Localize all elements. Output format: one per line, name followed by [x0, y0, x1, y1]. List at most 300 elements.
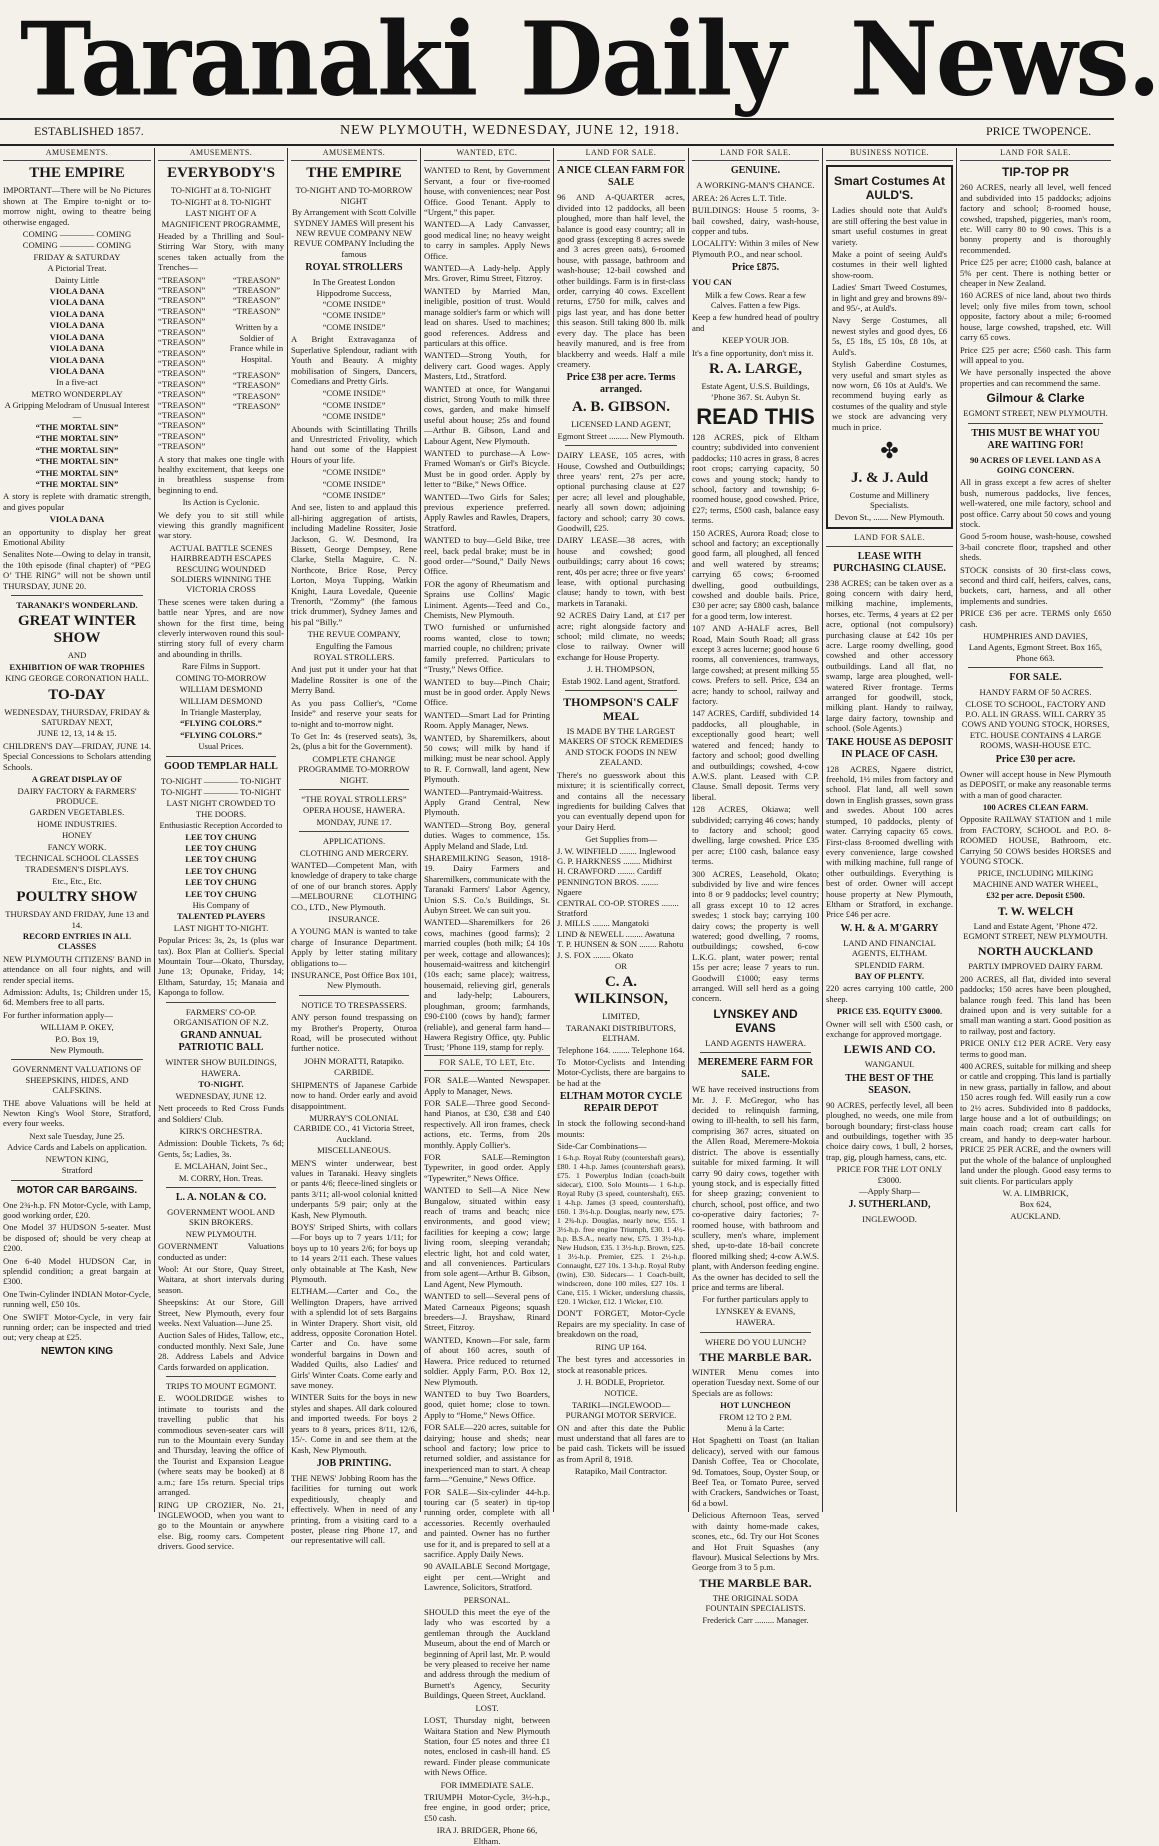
ad-line: NOTICE TO TRESPASSERS. — [301, 999, 407, 1010]
ad-text: A Bright Extravaganza of Superlative Splendour, radiant with Youth and Beauty. A mighty mobilisation of Singers, Dancers, Comedians and Pretty Girls. — [291, 334, 417, 386]
ad-text: Admission: Adults, 1s; Children under 15, 6d. Members free to all parts. — [3, 987, 151, 1008]
ad-text: BOYS' Striped Shirts, with collars—For boys up to 7 years 1/11; for boys up to 10 years 2/6; for boys up to 14 years 2/11 each. These values only obtainable at The Kash, New Plymouth. — [291, 1221, 417, 1284]
section-heading: LAND FOR SALE. — [557, 148, 685, 161]
ornament-icon: ✤ — [880, 437, 899, 463]
ad-line: LAND AND FINANCIAL AGENTS, ELTHAM. — [843, 937, 936, 959]
ad-heading: ROYAL STROLLERS — [305, 262, 403, 274]
ad-heading: Price £30 per acre. — [995, 753, 1076, 765]
ad-line: APPLICATIONS. — [322, 836, 386, 847]
ad-text: DAIRY LEASE—38 acres, with house and cowshed; good outbuildings; carry about 16 cows; rent, 40s per acre; three or five years' lease, with optional purchasing clause; handy to town, with best markets in Taranaki. — [557, 535, 685, 608]
ad-line: FARMERS' CO-OP. ORGANISATION OF N.Z. — [173, 1006, 269, 1028]
ad-line: COMPLETE CHANGE PROGRAMME TO-MORROW NIGHT. — [298, 753, 410, 785]
classified-ad: WANTED—Two Girls for Sales; previous experience preferred. Apply Rawles and Rawles, Drapers, Stratford. — [424, 491, 550, 533]
ad-text: Headed by a Thrilling and Soul-Stirring War Story, with many scenes taken actually from the Trenches— — [158, 231, 284, 273]
ad-text: The best tyres and accessories in stock at reasonable prices. — [557, 1354, 685, 1375]
ad-text: And see, listen to and applaud this all-hiring aggregation of artists, including Madeline Rossiter, Josie Jackson, G. W. Desmond, Ira Bissett, George Dempsey, Rene Clarke, Stella Maguire, C. N. Northcote, Brice Rose, Percy Lorton, Moya Tupping, Watkin Knight, Laura Lovedale, Queenie Trenorth, “Zommy” (the famous trick drummer), Sydney James and his pal “Billy.” — [291, 502, 417, 627]
ad-text: Senalites Note—Owing to delay in transit, the 10th episode (final chapter) of “PEG O’ THE RING” will not be shown until THURSDAY, JUNE 20. — [3, 549, 151, 591]
ad-line: “TREASON” — [158, 347, 206, 358]
ad-line: Devon St., ....... New Plymouth. — [834, 511, 945, 522]
ad-line: HONEY — [61, 830, 93, 841]
ad-line: Box 624, — [1019, 1199, 1052, 1210]
ad-heading: THE MARBLE BAR. — [699, 1350, 812, 1364]
classified-ad: WANTED—Smart Lad for Printing Room. Apply Manager, News. — [424, 709, 550, 731]
ad-line: Frederick Carr ......... Manager. — [702, 1614, 809, 1625]
classified-ad: WANTED—A Lady-help. Apply Mrs. Grover, Rimu Street, Fitzroy. — [424, 263, 550, 284]
ad-text: PRICE £36 per acre. TERMS only £650 cash. — [960, 608, 1111, 629]
classified-ad: WANTED to buy—Pinch Chair; must be in good order. Apply News Office. — [424, 676, 550, 708]
classified-ad: WANTED, by Sharemilkers, about 50 cows; will milk by hand if milking; must be near school. Apply to R. F. Cornwall, land agent, New Plymouth. — [424, 732, 550, 785]
ad-text: MEN'S winter underwear, best values in Taranaki. Heavy singlets or pants 4/6; fleece-lined singlets or pants 3/11; all-wool colonial knitted underpants 5/9 pair; only at the Kash, New Plymouth. — [291, 1157, 417, 1220]
ad-line: “TREASON” — [158, 357, 206, 368]
supplier-list — [557, 846, 685, 960]
ad-text: It's a fine opportunity, don't miss it. — [692, 347, 814, 358]
divider — [565, 445, 677, 446]
ad-text: One 2¾-h.p. FN Motor-Cycle, with Lamp, good working order, £20. — [3, 1199, 151, 1220]
divider — [299, 995, 409, 996]
ad-line: TARIKI—INGLEWOOD—PURANGI MOTOR SERVICE. — [565, 1399, 677, 1421]
ad-text: 147 ACRES, Cardiff, subdivided 14 paddocks, all ploughable, in exceptionally good heart; well watered and fenced; handy to factory and school; good dwelling and outbuildings; cowshed, 4-cow A.W.S. plant. Leased with C.P. Clause. Small deposit. Terms very liberal. — [692, 708, 819, 802]
ad-line: A WORKING-MAN'S CHANCE. — [696, 180, 815, 191]
ad-line: £32 per acre. Deposit £500. — [986, 890, 1085, 901]
ad-line: KEEP YOUR JOB. — [722, 335, 789, 346]
ad-text: ON and after this date the Public must understand that all fares are to be paid cash. Tickets will be issued as from April 8, 1918. — [557, 1422, 685, 1464]
ad-line: Engulfing the Famous — [315, 640, 393, 651]
divider — [299, 789, 409, 790]
ad-line: “TREASON” — [158, 409, 206, 420]
ad-line: VIOLA DANA — [49, 286, 105, 297]
column-7 — [823, 148, 956, 1512]
section-heading: WANTED, ETC. — [424, 148, 550, 161]
ad-line: LAST NIGHT TO-NIGHT. — [173, 922, 269, 933]
ad-line: WHERE DO YOU LUNCH? — [704, 1336, 807, 1347]
ad-line: COMING TO-MORROW — [175, 672, 267, 683]
ad-heading: Smart Costumes At AULD'S. — [834, 174, 945, 203]
ad-text: 300 ACRES, Leasehold, Okato; subdivided by live and wire fences into 8 or 9 paddocks; level country; all grass except 10 to 12 acres swedes; 1 stock bay; carrying 100 dairy cows; the property is well watered; good dwelling, 7 rooms, outbuildings; cowshed, 6-cow L.K.G. plant, water power; rental 15s per acre; lease 7 years to run. Goodwill £1000; easy terms arranged. Will sell herd as a going concern. — [692, 868, 819, 1004]
ad-line: “COME INSIDE” — [322, 299, 386, 310]
ad-text: Wool: At our Store, Quay Street, Waitara, at short intervals during season. — [158, 1263, 284, 1295]
ad-line: WANGANUI. — [864, 1059, 915, 1070]
supplier-item: J. S. FOX ........ Okato — [557, 949, 634, 960]
ad-text: Good 5-room house, wash-house, cowshed 3-bail concrete floor, trapshed and other sheds. — [960, 531, 1111, 563]
ad-text: All in grass except a few acres of shelter bush, numerous paddocks, live fences, well-watered, one mile factory, school and post office. Carry about 50 cows and young stock. — [960, 477, 1111, 529]
ad-line: Costume and Millinery Specialists. — [849, 489, 930, 511]
section-heading: AMUSEMENTS. — [3, 148, 151, 161]
supplier-item: CENTRAL CO-OP. STORES ........ Stratford — [557, 897, 679, 918]
treason-list-right — [229, 275, 284, 452]
ad-text: One Model 37 HUDSON 5-seater. Must be disposed of; should be very cheap at £200. — [3, 1222, 151, 1254]
ad-line: By Arrangement with Scott Colville SYDNEY JAMES Will present his NEW REVUE COMPANY NEW REVUE COMPANY Including the famous — [291, 207, 417, 259]
ad-line: “TREASON” — [158, 316, 206, 327]
ad-line: TRIPS TO MOUNT EGMONT. — [165, 1381, 277, 1392]
ad-text: A story is replete with dramatic strength, and gives popular — [3, 491, 151, 512]
ad-heading: Price £38 per acre. Terms arranged. — [566, 372, 676, 396]
divider — [700, 1052, 811, 1053]
ad-line: LEE TOY CHUNG — [185, 842, 257, 853]
column-8 — [957, 148, 1114, 1512]
divider — [565, 690, 677, 691]
dateline — [0, 118, 1114, 146]
ad-text: In stock the following second-hand mounts: — [557, 1118, 685, 1139]
ad-text: LOCALITY: Within 3 miles of New Plymouth P.O., and near school. — [692, 238, 819, 259]
ad-heading: POULTRY SHOW — [16, 889, 138, 906]
section-heading: AMUSEMENTS. — [158, 148, 284, 161]
ad-line: VIOLA DANA — [49, 308, 105, 319]
ad-text: One 6-40 Model HUDSON Car, in splendid condition; a great bargain at £300. — [3, 1255, 151, 1287]
ad-text: 128 ACRES, Ngaere district, freehold, 1½ miles from factory and school. Flat land, all well sown down in English grasses, sown grass and swedes. About 100 acres stumped, 10 paddocks, plenty of water. Carrying capacity 65 cows. First-class 8-roomed dwelling with every convenience, large cowshed with milking machine, full range of other outbuildings. Everything is best of order. Owner will accept house property at New Plymouth, Eltham or Stratford, in exchange. Price £46 per acre. — [826, 763, 953, 920]
ad-line: KIRK'S ORCHESTRA. — [179, 1125, 263, 1136]
ad-heading: THOMPSON'S CALF MEAL — [563, 695, 679, 724]
ad-line: “THE MORTAL SIN” — [35, 444, 119, 455]
ad-line: 100 ACRES CLEAN FARM. — [982, 801, 1089, 812]
divider — [11, 595, 143, 596]
ad-text: Abounds with Scintillating Thrills and Unrestricted Frivolity, which hand out some of the Happiest Hours of your life. — [291, 423, 417, 465]
ad-line: “TREASON” — [158, 441, 206, 452]
ad-line: WEDNESDAY, JUNE 12. — [175, 1090, 267, 1101]
masthead-word-taranaki: Taranaki — [20, 0, 477, 119]
ad-line: Dainty Little — [54, 274, 100, 285]
ad-heading: GRAND ANNUAL PATRIOTIC BALL — [178, 1030, 264, 1054]
ad-line: A GREAT DISPLAY OF — [31, 774, 123, 785]
classified-ad: WANTED to purchase—A Low-Framed Woman's or Girl's Bicycle. Must be in good order. Apply by letter to “Bike,” News Office. — [424, 447, 550, 490]
ad-line: “TREASON” — [158, 420, 206, 431]
ad-text: RING UP CROZIER, No. 21, INGLEWOOD, when you want to go to the Mountain or anywhere else. Big, roomy cars. Competent drivers. Good service. — [158, 1499, 284, 1552]
ad-line: RING UP 164. — [595, 1341, 647, 1352]
section-heading: BUSINESS NOTICE. — [826, 148, 953, 161]
classified-ad: FOR the agony of Rheumatism and Sprains use Collins' Magic Liniment. Agents—Teed and Co., Chemists, New Plymouth. — [424, 578, 550, 621]
ad-line: “COME INSIDE” — [322, 399, 386, 410]
ad-line: IS MADE BY THE LARGEST MAKERS OF STOCK REMEDIES AND STOCK FOODS IN NEW ZEALAND. — [558, 726, 684, 768]
ad-line: GARDEN VEGETABLES. — [29, 807, 125, 818]
ad-line: GOVERNMENT VALUATIONS OF SHEEPSKINS, HIDES, AND CALFSKINS. — [12, 1064, 142, 1096]
ad-line: “TREASON” — [232, 401, 281, 412]
ad-line: VIOLA DANA — [49, 354, 105, 365]
ad-text: 238 ACRES; can be taken over as a going concern with dairy herd, milking machine, implements, horses, etc. Terms, 4 years at £2 per acre, optional (not compulsory) purchasing clause at £42 10s per acre. Large roomy dwelling, good cowshed and other accessory outbuildings. Land all flat, no swamp, large area ploughed, well-watered River frontage. Terms arranged for goodwill, stock, milking plant. Handy to railway, large dairy factory, township and school. (Sole Agents.) — [826, 577, 953, 734]
masthead — [0, 0, 1159, 119]
divider — [166, 1187, 276, 1188]
ad-text: Owner will accept house in New Plymouth as DEPOSIT, or make any reasonable terms with a man of good character. — [960, 768, 1111, 800]
ad-heading: L. A. NOLAN & CO. — [175, 1191, 267, 1203]
ad-heading: T. W. WELCH — [997, 903, 1074, 918]
supplier-item: J. MILLS ........ Mangatoki — [557, 918, 650, 929]
supplier-item: LIND & NEWELL ........ Awatuna — [557, 928, 675, 939]
ad-line: “TREASON” — [158, 378, 206, 389]
ad-line: “COME INSIDE” — [322, 321, 386, 332]
ad-text: ELTHAM.—Carter and Co., the Wellington Drapers, have arrived with a splendid lot of sets Bargains in Winter Drapery. Short visit, old address, opposite Coronation Hotel. Carter and Co. have some wonderful bargains in Down and Wadded Quilts, also Ladies' and Girls' Winter Coats. Come early and save money. — [291, 1286, 417, 1391]
ad-line: Written by a Soldier of France while in Hospital. — [229, 322, 284, 364]
ad-text: 128 ACRES, pick of Eltham country; subdivided into convenient paddocks; 110 acres in grass, 8 acres root crops; carrying capacity, 50 cows and young stock; handy to school, factory and township; 6-roomed house, good cowshed. Price, £27; terms, £500 cash, balance easy terms. — [692, 431, 819, 526]
ad-text: 128 ACRES, Okiawa; well subdivided; carrying 46 cows; handy to factory and school; good dwelling, large cowshed. Price £35 per acre; £100 cash, balance easy terms. — [692, 804, 819, 867]
classified-ad: TRIUMPH Motor-Cycle, 3½-h.p., free engine, in good order; price, £50 cash. — [424, 1791, 550, 1823]
ad-line: LOST. — [475, 1702, 499, 1713]
ad-line: W. A. LIMBRICK, — [1002, 1187, 1069, 1198]
ad-line: LAST NIGHT OF A MAGNIFICENT PROGRAMME, — [161, 208, 281, 229]
ad-line: GOVERNMENT WOOL AND SKIN BROKERS. — [167, 1206, 275, 1228]
ad-heading: THIS MUST BE WHAT YOU ARE WAITING FOR! — [971, 427, 1100, 451]
masthead-word-news: News. — [850, 0, 1159, 119]
section-heading: LAND FOR SALE. — [960, 148, 1111, 161]
ad-line: LEE TOY CHUNG — [185, 877, 257, 888]
ad-heading: JOB PRINTING. — [316, 1457, 392, 1469]
ad-line: Etc., Etc., Etc. — [52, 875, 102, 886]
ad-line: WILLIAM DESMOND — [179, 684, 263, 695]
column-5 — [554, 148, 688, 1512]
ad-line: In a five-act — [56, 377, 98, 388]
column-4 — [421, 148, 553, 1846]
ad-text: And just put it under your hat that Madeline Rossiter is one of the Merry Band. — [291, 664, 417, 696]
section-heading: LAND FOR SALE. — [826, 533, 953, 546]
ad-text: PRICE ONLY £12 PER ACRE. Very easy terms to good man. — [960, 1038, 1111, 1059]
divider — [299, 831, 409, 832]
ad-heading: THE MARBLE BAR. — [699, 1575, 812, 1590]
ad-line: PRICE FOR THE LOT ONLY £3000. — [836, 1164, 943, 1185]
ad-line: “TREASON” — [232, 369, 281, 380]
ad-line: 90 ACRES OF LEVEL LAND AS A GOING CONCERN. — [969, 454, 1101, 475]
ad-heading: READ THIS — [696, 403, 815, 429]
ad-line: Land Agents, Egmont Street. Box 165, Phone 663. — [968, 642, 1103, 663]
ad-line: CLOSE TO SCHOOL, FACTORY AND P.O. ALL IN GRASS. WILL CARRY 35 COWS AND YOUNG STOCK, HORSES, ETC. HOUSE CONTAINS 4 LARGE ROOMS, WASH-HOUSE ETC. — [961, 698, 1110, 751]
ad-line: J. H. BODLE, Proprietor. — [577, 1376, 665, 1387]
ad-line: COMING ———— COMING — [22, 240, 132, 251]
ad-line: “COME INSIDE” — [322, 310, 386, 321]
ad-text: 96 AND A-QUARTER acres, divided into 12 paddocks, all been ploughed, more than half level, the balance is good easy country; all in good grass (excepting 8 acres swede and 3 acres green oats), 6-roomed house, with passage, bathroom and wash-house; 12-bail cowshed and other buildings. Farm is in first-class order, carrying 40 cows. Excellent returns, £750 for milk, calves and pigs last year, and has done better this season. Still taking 800 lb. milk every day. The place has been heavily manured, and is free from blackberry and weeds. Half a mile creamery. — [557, 192, 685, 369]
classified-ad: WANTED by Married Man, ineligible, position of trust. Would manage soldier's farm or which will lead on shares. Used to machines; good references. Address and particulars at this office. — [424, 285, 550, 348]
supplier-item: PENNINGTON BROS. ........ Ngaere — [557, 876, 659, 898]
ad-line: TO-NIGHT at 8. TO-NIGHT — [170, 185, 272, 196]
ad-line: FRIDAY & SATURDAY — [33, 251, 121, 262]
ad-line: Its Action is Cyclonic. — [182, 497, 260, 508]
ad-text: STOCK consists of 30 first-class cows, second and third calf, heifers, calves, cans, buckets, cart, harness, and all other implements and sundries. — [960, 564, 1111, 606]
ad-line: “THE MORTAL SIN” — [35, 421, 119, 432]
ad-text: E. WOOLDRIDGE wishes to intimate to tourists and the travelling public that his commodious seven-seater cars will run to the Mountain every Sunday and Thursday, leaving the office of the Tourist and Expansion League (where seats may be booked) at 8 a.m.; fare 15s return. Special trips arranged. — [158, 1393, 284, 1498]
ad-line: M. CORRY, Hon. Treas. — [178, 1172, 264, 1183]
ad-line: Telephone 164. ........ Telephone 164. — [557, 1044, 685, 1055]
ad-line: INSURANCE, Post Office Box 101, New Plymouth. — [291, 970, 417, 991]
ad-text: WINTER Menu comes into operation Tuesday next. Some of our Specials are as follows: — [692, 1367, 819, 1398]
ad-line: Egmont Street ......... New Plymouth. — [557, 430, 685, 441]
classified-ad: WANTED—A Lady Canvasser, good medical line; no heavy weight to carry in samples. Apply News Office. — [424, 219, 550, 261]
ad-text: 400 ACRES, suitable for milking and sheep or cattle and cropping. This land is partially in new grass, partially in fallow, and about 150 acres rough fed. Will easily run a cow to 2½ acres. Subdivided into 8 paddocks, large house and a lot of outbuildings; on main coach road; cream cart calls for cream, and handy to deep-water harbour. PRICE 25 PER ACRE, and the owners will put the whole of the balance of unploughed land under the plough. Good easy terms to suit clients. For particulars apply — [960, 1061, 1111, 1186]
ad-line: ROYAL STROLLERS. — [313, 652, 395, 663]
ad-text: CHILDREN'S DAY—FRIDAY, JUNE 14. Special Concessions to Scholars attending Schools. — [3, 740, 151, 772]
ad-text: WE have received instructions from Mr. J. F. McGregor, who has decided to relinquish farming, owing to ill-health, to sell his farm, comprising 367 acres, situated on the Allen Road, Meremere-Mokoia district. The above is essentially suitable for mixed farming. It will carry 90 dairy cows, together with young stock, and is especially fitted for sheep grazing; convenient to church, school, post office, and two co-operative dairy factories; 7-roomed house, with bathroom and scullery, men's whare, implement shed, up-to-date 18-bail concrete floored milking shed; 4-cow A.W.S. plant, with Anderson feeding engine. As the owner has decided to sell the price and terms are liberal. — [692, 1084, 819, 1292]
ad-line: LEE TOY CHUNG — [185, 854, 257, 865]
ad-text: 160 ACRES of nice land, about two thirds level; only five miles from town, school opposite, factory about a mile; 6-roomed house, large cowshed, trapshed, etc. Will carry 65 cows. — [960, 290, 1111, 343]
ad-line: ACTUAL BATTLE SCENES HAIRBREADTH ESCAPES RESCUING WOUNDED SOLDIERS WINNING THE VICTORIA CROSS — [169, 542, 273, 595]
ad-heading: Gilmour & Clarke — [986, 391, 1085, 406]
ad-line: TARANAKI'S WONDERLAND. — [16, 600, 138, 611]
classified-ad: WANTED—Pantrymaid-Waitress. Apply Grand Central, New Plymouth. — [424, 786, 550, 818]
ad-line: Rare Films in Support. — [181, 661, 261, 672]
ad-line: THE REVUE COMPANY, — [307, 629, 401, 640]
divider — [968, 667, 1103, 668]
ad-line: “TREASON” — [232, 390, 281, 401]
ad-text: A YOUNG MAN is wanted to take charge of Insurance Department. Apply by letter stating military obligations to— — [291, 926, 417, 968]
classified-ad: FOR SALE—Three good Second-hand Pianos, at £30, £38 and £40 respectively. All iron frames, check actions, etc. Terms, from 20s monthly. Apply Collier's. — [424, 1097, 550, 1150]
ad-text: 1 6-h.p. Royal Ruby (countershaft gears), £80. 1 4-h.p. James (countershaft gears), £75. 1 Powerplus Indian (coach-built sidecar), £100. Solo Mounts— 1 6-h.p. Royal Ruby (3 speed, countershaft), £65. 1 4-h.p. James (3 speed, countershaft), £60. 1 3½-h.p. Douglas, nearly new, £75. 1 2¾-h.p. Douglas, nearly new, £55. 1 3½-h.p. free engine Triumph, £30. 1 4½-h.p. B.S.A., nearly new, £75. 1 3½-h.p. New Hudson, £35. 1 3½-h.p. Brown, £25. 1 3½-h.p. Premier, £25. 1 2½-h.p. Connaught, £27 10s. 1 3-h.p. Royal Ruby (twin), £30. Sidecars— 1 Coach-built, windscreen, done 100 miles, £27 10s. 1 Cane, £15. 1 Wicker, underslung chassis, £20. 1 Wicker, £12. 1 Wicker, £10. — [557, 1153, 685, 1307]
supplier-item: G. P. HARKNESS ........ Midhirst — [557, 855, 673, 866]
ad-text: THE above Valuations will be held at Newton King's Wool Store, Stratford, every four weeks. — [3, 1097, 151, 1129]
ad-line: HAWERA. — [735, 1317, 776, 1328]
ad-line: PERSONAL. — [463, 1594, 511, 1605]
ad-line: “COME INSIDE” — [322, 411, 386, 422]
ad-line: Land and Estate Agent, ’Phone 472. EGMONT STREET, NEW PLYMOUTH. — [963, 920, 1108, 941]
ad-line: “TREASON” — [158, 368, 206, 379]
ad-heading: LEWIS AND CO. — [843, 1042, 936, 1057]
ad-line: “TREASON” — [158, 285, 206, 296]
ad-line: LAST NIGHT CROWDED TO THE DOORS. — [166, 798, 276, 819]
ad-line: TECHNICAL SCHOOL CLASSES — [15, 852, 139, 863]
divider — [11, 1059, 143, 1060]
ad-text: Admission: Double Tickets, 7s 6d; Gents, 5s; Ladies, 3s. — [158, 1138, 284, 1159]
ad-line: LEE TOY CHUNG — [185, 831, 257, 842]
ad-text: Price £25 per acre; £1000 cash, balance at 5% per cent. There is nothing better or cheaper in New Zealand. — [960, 257, 1111, 289]
treason-block — [158, 275, 284, 452]
ad-line: TO-NIGHT ———— TO-NIGHT — [160, 786, 282, 797]
classified-ad: FOR SALE—Remington Typewriter, in good order. Apply “Typewriter,” News Office. — [424, 1151, 550, 1183]
ad-heading: THE EMPIRE — [306, 165, 402, 182]
column-6 — [689, 148, 822, 1625]
ad-line: BAY OF PLENTY. — [854, 970, 925, 981]
classified-ad: WANTED, Known—For sale, farm of about 160 acres, south of Hawera. Price reduced to returned soldier. Apply Farm, P.O. Box 12, New Plymouth. — [424, 1334, 550, 1387]
ad-text: IMPORTANT—There will be No Pictures shown at The Empire to-night or to-morrow night, owing to theatre being otherwise engaged. — [3, 185, 151, 227]
classified-ad: WANTED to buy Two Boarders, good, quiet home; close to town. Apply to “Home,” News Office. — [424, 1388, 550, 1420]
ad-text: Owner will sell with £500 cash, or exchange for approved mortgage. — [826, 1018, 953, 1039]
ad-line: FROM 12 TO 2 P.M. — [719, 1411, 792, 1422]
ad-text: Auction Sales of Hides, Tallow, etc., conducted monthly. Next Sale, June 28. Address Labels and Advice Cards forwarded on application. — [158, 1330, 284, 1372]
column-1 — [0, 148, 154, 1512]
ad-line: FANCY WORK. — [47, 841, 107, 852]
ad-line: “TREASON” — [158, 430, 206, 441]
ad-line: “TREASON” — [232, 285, 281, 296]
ad-line: PARTLY IMPROVED DAIRY FARM. — [968, 961, 1103, 972]
ad-line: “COME INSIDE” — [322, 489, 386, 500]
ad-text: To Get In: 4s (reserved seats), 3s, 2s, (plus a bit for the Government). — [291, 730, 417, 752]
section-heading: FOR SALE, TO LET, Etc. — [424, 1055, 550, 1071]
ad-line: MONDAY, JUNE 17. — [316, 816, 392, 827]
ad-line: “TREASON” — [232, 274, 281, 285]
ad-line: Next sale Tuesday, June 25. — [29, 1130, 125, 1141]
supplier-item: J. W. WINFIELD ........ Inglewood — [557, 845, 676, 856]
ad-line: HANDY FARM OF 50 ACRES. — [979, 687, 1092, 698]
ad-text: Price £25 per acre; £560 cash. This farm will appeal to you. — [960, 344, 1111, 365]
ad-text: Popular Prices: 3s, 2s, 1s (plus war tax). Box Plan at Collier's. Special Mountain Tour—Okato, Thursday, June 13; Opunake, Friday, 14; Eltham, Saturday, 15; Manaia and Kaponga to follow. — [158, 935, 284, 998]
ad-line: HOME INDUSTRIES. — [37, 818, 117, 829]
ad-text: ANY person found trespassing on my Brother's Property, Oturoa Road, will be prosecuted without further notice. — [291, 1012, 417, 1054]
classified-ad: TWO furnished or unfurnished rooms wanted, close to town; married couple, no children; private family preferred. Particulars to “Trusty,” News Office. — [424, 622, 550, 675]
ad-line: “COME INSIDE” — [322, 388, 386, 399]
ad-line: VIOLA DANA — [49, 514, 105, 525]
ad-heading: MOTOR CAR BARGAINS. — [16, 1184, 138, 1196]
ad-line: LEE TOY CHUNG — [185, 865, 257, 876]
ad-line: Milk a few Cows. Rear a few Calves. Fatten a few Pigs. — [705, 289, 806, 311]
ad-heading: TAKE HOUSE AS DEPOSIT IN PLACE OF CASH. — [826, 736, 953, 760]
ad-line: Estate Agent, U.S.S. Buildings, ’Phone 367. St. Aubyn St. — [701, 381, 810, 402]
ad-line: TO-NIGHT AND TO-MORROW NIGHT — [295, 185, 413, 206]
ad-line: “TREASON” — [232, 295, 281, 306]
ad-text: Ladies' Smart Tweed Costumes, in light and grey and browns 89/- and 95/-, at Auld's. — [832, 282, 947, 314]
ad-line: EXHIBITION OF WAR TROPHIES — [9, 661, 145, 672]
ad-line: AUCKLAND. — [1010, 1210, 1061, 1221]
ad-heading: GREAT WINTER SHOW — [18, 613, 136, 647]
ad-text: Side-Car Combinations— — [557, 1141, 647, 1152]
ad-line: WEDNESDAY, THURSDAY, FRIDAY & SATURDAY NEXT, — [4, 706, 150, 728]
ad-line: “FLYING COLORS.” — [180, 729, 262, 740]
ad-line: INGLEWOOD. — [862, 1214, 917, 1225]
ad-line: VIOLA DANA — [49, 331, 105, 342]
ad-line: “THE MORTAL SIN” — [35, 456, 119, 467]
established-label: ESTABLISHED 1857. — [34, 124, 144, 138]
section-heading: LAND FOR SALE. — [692, 148, 819, 161]
ad-heading: ELTHAM MOTOR CYCLE REPAIR DEPOT — [559, 1091, 683, 1115]
ad-line: VIOLA DANA — [49, 320, 105, 331]
ad-text: SHIPMENTS of Japanese Carbide now to hand. Order early and avoid disappointment. — [291, 1079, 417, 1111]
ad-line: TO-NIGHT ———— TO-NIGHT — [160, 775, 282, 786]
issue-date: NEW PLYMOUTH, WEDNESDAY, JUNE 12, 1918. — [340, 123, 681, 138]
ad-line: LYNSKEY & EVANS, — [715, 1305, 796, 1316]
ad-line: INSURANCE. — [328, 914, 380, 924]
ad-line: THE ORIGINAL SODA FOUNTAIN SPECIALISTS. — [705, 1592, 806, 1614]
ad-line: TALENTED PLAYERS — [176, 911, 266, 922]
ad-line: OR — [615, 961, 627, 971]
divider — [166, 1002, 276, 1003]
ad-text: One SWIFT Motor-Cycle, in very fair running order; can be inspected and tried out; very cheap at £25. — [3, 1311, 151, 1343]
ad-heading: J. SUTHERLAND, — [848, 1199, 931, 1211]
ad-line: WILLIAM DESMOND — [179, 695, 263, 706]
ad-text: A story that makes one tingle with healthy excitement, that keeps one in breathless suspense from beginning to end. — [158, 453, 284, 495]
classified-ad: FOR SALE—Six-cylinder 44-h.p. touring car (5 seater) in tip-top running order, complete with all accessories. Recently overhauled and painted. Owner has no further use for it, and is prepared to sell at a sacrifice. Apply Daily News. — [424, 1486, 550, 1559]
ad-heading: THE BEST OF THE SEASON. — [845, 1072, 934, 1096]
ad-line: “THE MORTAL SIN” — [35, 467, 119, 478]
ad-text: 220 acres carrying 100 cattle, 200 sheep. — [826, 983, 953, 1004]
ad-line: RECORD ENTRIES IN ALL CLASSES — [22, 930, 132, 952]
supplier-item: H. CRAWFORD ........ Cardiff — [557, 866, 662, 877]
ad-line: AND — [67, 650, 87, 661]
ad-text: THE NEWS' Jobbing Room has the facilities for turning out work expeditiously, cheaply and effectively. When in need of any printing, from a visiting card to a poster, please ring Phone 17, and our representative will call. — [291, 1472, 417, 1546]
ad-text: To Motor-Cyclists and Intending Motor-Cyclists, there are bargains to be had at the — [557, 1057, 685, 1088]
ad-line: OPERA HOUSE, HAWERA. — [303, 805, 405, 816]
ad-text: Make a point of seeing Auld's costumes in their well lighted show-room. — [832, 249, 947, 280]
ad-text: YOU CAN — [692, 277, 732, 288]
classified-ad: SHOULD this meet the eye of the lady who was escorted by a gentleman through the Auckland Museum, about the end of March or beginning of April last, Mr. P. would be very pleased to receive her name and address through the medium of Burnett's Agency, Security Buildings, Queen Street, Auckland. — [424, 1607, 550, 1701]
ad-line: METRO WONDERPLAY — [31, 388, 123, 399]
ad-line: “THE MORTAL SIN” — [35, 433, 119, 444]
ad-text: Nett proceeds to Red Cross Funds and Soldiers' Club. — [158, 1103, 284, 1124]
masthead-word-daily: Daily — [520, 0, 785, 119]
ad-text: BUILDINGS: House 5 rooms, 3-bail cowshed, dairy, wash-house, copper and tubs. — [692, 205, 819, 237]
ad-line: His Company of — [192, 900, 250, 910]
classified-ad: WANTED to buy—Geld Bike, tree reel, back pedal brake; must be in good order—“Sound,” Daily News Office. — [424, 535, 550, 577]
ad-text: AREA: 26 Acres L.T. Title. — [692, 192, 787, 203]
ad-text: These scenes were taken during a battle near Ypres, and are now shown for the first time, being cleverly interwoven round this soul-stirring story full of every charm and abounding in thrills. — [158, 596, 284, 659]
ad-text: We defy you to sit still while viewing this grandly magnificent war story. — [158, 509, 284, 541]
ad-line: A Gripping Melodram of Unusual Interest— — [4, 400, 150, 421]
ad-text: Sheepskins: At our Store, Gill Street, New Plymouth, every four weeks. Next Valuation—June 25. — [158, 1297, 284, 1328]
ad-text: 200 ACRES, all flat, divided into several paddocks; 150 acres have been ploughed, balance rough feed. This land has been drained upon and is very suitable for a small man wanting a start. Good position as to railway, post and factory. — [960, 973, 1111, 1036]
ad-line: “TREASON” — [232, 380, 281, 391]
ad-text: WINTER Suits for the boys in new styles and shapes. All dark coloured and imported tweeds. For boys 2 years to 8 years, prices 8/11, 12/6, 15/-. Come in and see them at the Kash, New Plymouth. — [291, 1392, 417, 1455]
ad-line: —Apply Sharp— — [859, 1186, 920, 1197]
ad-line: DAIRY FACTORY & FARMERS' PRODUCE. — [17, 785, 137, 806]
ad-heading: MEREMERE FARM FOR SALE. — [697, 1057, 814, 1081]
ad-heading: J. & J. Auld — [850, 469, 929, 486]
ad-line: WILLIAM P. OKEY, — [40, 1022, 114, 1033]
ad-line: TARANAKI DISTRIBUTORS, ELTHAM. — [566, 1022, 676, 1044]
ad-line: Estab 1902. Land agent, Stratford. — [561, 675, 681, 686]
ad-line: Advice Cards and Labels on application. — [7, 1142, 147, 1153]
ad-line: A Pictorial Treat. — [47, 263, 107, 274]
ad-heading: A NICE CLEAN FARM FOR SALE — [557, 165, 685, 189]
ad-line: PRICE £35. EQUITY £3000. — [836, 1006, 943, 1017]
